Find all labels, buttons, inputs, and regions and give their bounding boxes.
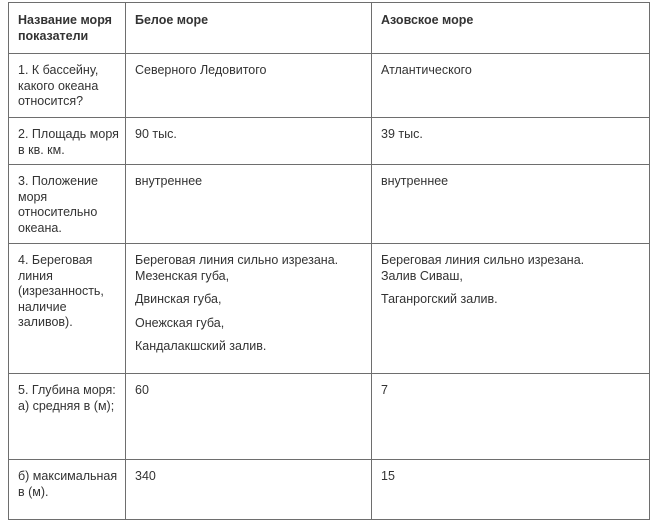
row-label: 2. Площадь моря в кв. км. <box>9 118 126 165</box>
azov-sea-value <box>372 244 650 374</box>
table-row <box>9 54 650 118</box>
seas-comparison-table <box>8 2 650 520</box>
table-row <box>9 165 650 244</box>
white-sea-value: 90 тыс. <box>126 118 372 165</box>
bay-item: Двинская губа, <box>135 292 222 306</box>
white-sea-value: 60 <box>126 374 372 460</box>
bay-item: Кандалакшский залив. <box>135 339 267 353</box>
azov-sea-value: 15 <box>372 460 650 520</box>
header-cell-indicators: Название моря показатели <box>9 3 126 54</box>
coastline-text: Береговая линия сильно изрезана. <box>381 253 585 267</box>
row-label: 3. Положение моря относительно океана. <box>9 165 126 244</box>
header-cell-azov-sea: Азовское море <box>372 3 650 54</box>
row-label: 1. К бассейну, какого океана относится? <box>9 54 126 118</box>
bay-item: Мезенская губа, <box>135 268 230 283</box>
row-label-line: а) средняя в (м); <box>18 398 115 413</box>
table-row <box>9 374 650 460</box>
row-label: б) максимальная в (м). <box>9 460 126 520</box>
bay-item: Таганрогский залив. <box>381 292 498 306</box>
white-sea-value: Северного Ледовитого <box>126 54 372 118</box>
table-row <box>9 460 650 520</box>
table-header-row <box>9 3 650 54</box>
white-sea-value: внутреннее <box>126 165 372 244</box>
white-sea-value <box>126 244 372 374</box>
white-sea-value: 340 <box>126 460 372 520</box>
azov-sea-value: внутреннее <box>372 165 650 244</box>
bay-item: Залив Сиваш, <box>381 268 463 283</box>
azov-sea-value: 7 <box>372 374 650 460</box>
row-label-line: 5. Глубина моря: <box>18 383 116 397</box>
table-row <box>9 118 650 165</box>
azov-sea-value: 39 тыс. <box>372 118 650 165</box>
azov-sea-value: Атлантического <box>372 54 650 118</box>
bay-item: Онежская губа, <box>135 315 225 330</box>
header-cell-white-sea: Белое море <box>126 3 372 54</box>
row-label: 4. Береговая линия (изрезанность, наличие заливов). <box>9 244 126 374</box>
table-row <box>9 244 650 374</box>
row-label <box>9 374 126 460</box>
coastline-text: Береговая линия сильно изрезана. <box>135 253 339 267</box>
